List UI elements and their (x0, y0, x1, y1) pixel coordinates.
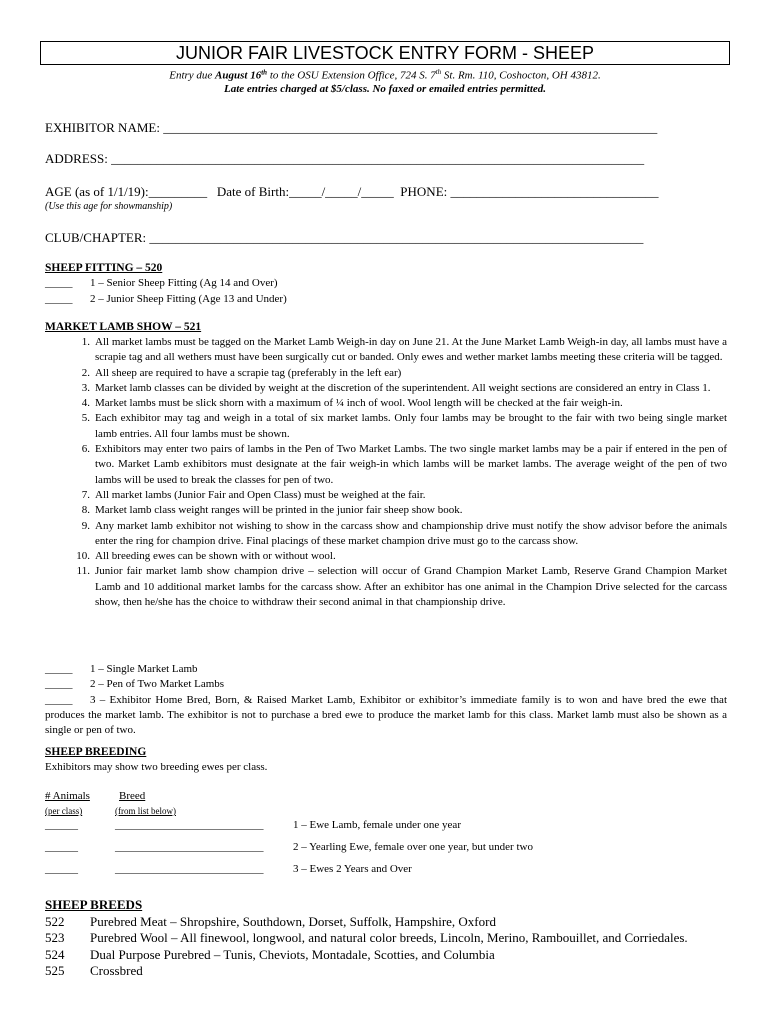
market-lamb-entries (45, 662, 727, 738)
late-entries-notice: Late entries charged at $5/class. No faxed or emailed entries permitted. (223, 83, 547, 95)
age-note: (Use this age for showmanship) (45, 201, 173, 212)
breeding-column-headers (45, 790, 145, 802)
breed-item: 525 Crossbred (45, 963, 143, 978)
sheep-breeds-section (45, 897, 727, 980)
rule-item: 3. Market lamb classes can be divided by weight at the discretion of the superintendent. All weight sections are considered an entry in Class 1. (81, 381, 711, 394)
breeding-note: Exhibitors may show two breeding ewes per class. (45, 761, 268, 774)
rule-item: 4. Market lambs must be slick shorn with a maximum of ¼ inch of wool. Wool length will be checked at the fair weigh-in. (81, 397, 623, 410)
breeding-column-subheaders: (per class) (from list below) (45, 806, 176, 816)
sheep-breeding-section (45, 745, 727, 776)
club-chapter-field[interactable]: CLUB/CHAPTER: ____________________________________________________________________________ (45, 230, 644, 245)
sheep-breeding-heading: SHEEP BREEDING (45, 746, 147, 758)
market-entry[interactable]: _____ 2 – Pen of Two Market Lambs (45, 678, 225, 691)
breeding-row[interactable]: ______ ___________________________ 3 – Ewes 2 Years and Over (45, 863, 412, 875)
breed-item: 524 Dual Purpose Purebred – Tunis, Cheviots, Montadale, Scotties, and Columbia (45, 946, 495, 962)
exhibitor-name-field[interactable]: EXHIBITOR NAME: ____________________________________________________________________________ (45, 120, 658, 135)
rule-item: 1. All market lambs must be tagged on the Market Lamb Weigh-in day on June 21. At the June Market Lamb Weigh-in day, all lambs must have a scrapie tag and all wethers must have been surgically cut or banded. Only ewes and wether market lambs meeting these criteria will be tagged. (81, 336, 727, 364)
entry-due-line: Entry due August 16th to the OSU Extension Office, 724 S. 7th St. Rm. 110, Coshocton, OH 43812. (169, 68, 601, 82)
rule-item: 8. Market lamb class weight ranges will be printed in the junior fair sheep show book. (81, 504, 463, 517)
breed-item: 523 Purebred Wool – All finewool, longwool, and natural color breeds, Lincoln, Merino, Rambouillet, and Corriedales. (45, 930, 688, 945)
market-lamb-rules (45, 335, 727, 610)
rule-item: 5. Each exhibitor may tag and weigh in a total of six market lambs. Only four lambs may be brought to the fair with two being single market lamb entries. All four lambs must be shown. (81, 412, 727, 440)
fitting-entry[interactable]: _____ 1 – Senior Sheep Fitting (Ag 14 and Over) (45, 277, 278, 290)
form-title: JUNIOR FAIR LIVESTOCK ENTRY FORM - SHEEP (40, 41, 730, 65)
rule-item: 7. All market lambs (Junior Fair and Open Class) must be weighed at the fair. (81, 488, 426, 501)
breed-item: 522 Purebred Meat – Shropshire, Southdown, Dorset, Suffolk, Hampshire, Oxford (45, 913, 496, 929)
market-entry[interactable]: _____ 1 – Single Market Lamb (45, 663, 198, 675)
fitting-entry[interactable]: _____ 2 – Junior Sheep Fitting (Age 13 and Under) (45, 292, 287, 305)
age-dob-phone-field[interactable]: AGE (as of 1/1/19):_________ Date of Birth:_____/_____/_____ PHONE: ________________________________ (45, 184, 659, 199)
sheep-fitting-section (45, 261, 727, 307)
sheep-fitting-heading: SHEEP FITTING – 520 (45, 262, 163, 274)
rule-item: 10. All breeding ewes can be shown with or without wool. (76, 550, 336, 563)
market-entry-home-bred[interactable]: _____ 3 – Exhibitor Home Bred, Born, & Raised Market Lamb, Exhibitor or exhibitor’s immediate family is to won and have bred the ewe that produces the market lamb. The exhibitor is not to purchase a bred ewe to produce the market lamb for this class. Market lamb must also be shown as a single or pen of two. (45, 693, 727, 737)
breeding-row[interactable]: ______ ___________________________ 1 – Ewe Lamb, female under one year (45, 819, 461, 831)
breed-column-header: Breed (119, 790, 146, 802)
address-field[interactable]: ADDRESS: __________________________________________________________________________________ (45, 151, 645, 166)
sheep-breeds-heading: SHEEP BREEDS (45, 897, 143, 912)
rule-item: 2. All sheep are required to have a scrapie tag (preferably in the left ear) (81, 366, 402, 379)
rule-item: 9. Any market lamb exhibitor not wishing to show in the carcass show and championship drive must notify the show advisor before the animals enter the ring for champion drive. Final placings of these market champion drive must go to the carcass show. (81, 519, 727, 547)
rule-item: 6. Exhibitors may enter two pairs of lambs in the Pen of Two Market Lambs. The two single market lambs may be a pair if entered in the pen of two. Market Lamb exhibitors must designate at the fair weigh-in which lambs will be market lambs. The average weight of the pen of two lambs will be used to break the classes for pen of two. (81, 443, 727, 486)
rule-item: 11. Junior fair market lamb show champion drive – selection will occur of Grand Champion Market Lamb, Reserve Grand Champion Market Lamb and 10 additional market lambs for the carcass show. After an exhibitor has one animal in the Champion Drive selected for the carcass show, then he/she has the choice to withdraw their second animal in that championship drive. (76, 565, 727, 609)
breeding-row[interactable]: ______ ___________________________ 2 – Yearling Ewe, female over one year, but under two (45, 841, 533, 853)
market-lamb-heading: MARKET LAMB SHOW – 521 (45, 321, 202, 333)
animals-column-header: # Animals (45, 790, 90, 802)
